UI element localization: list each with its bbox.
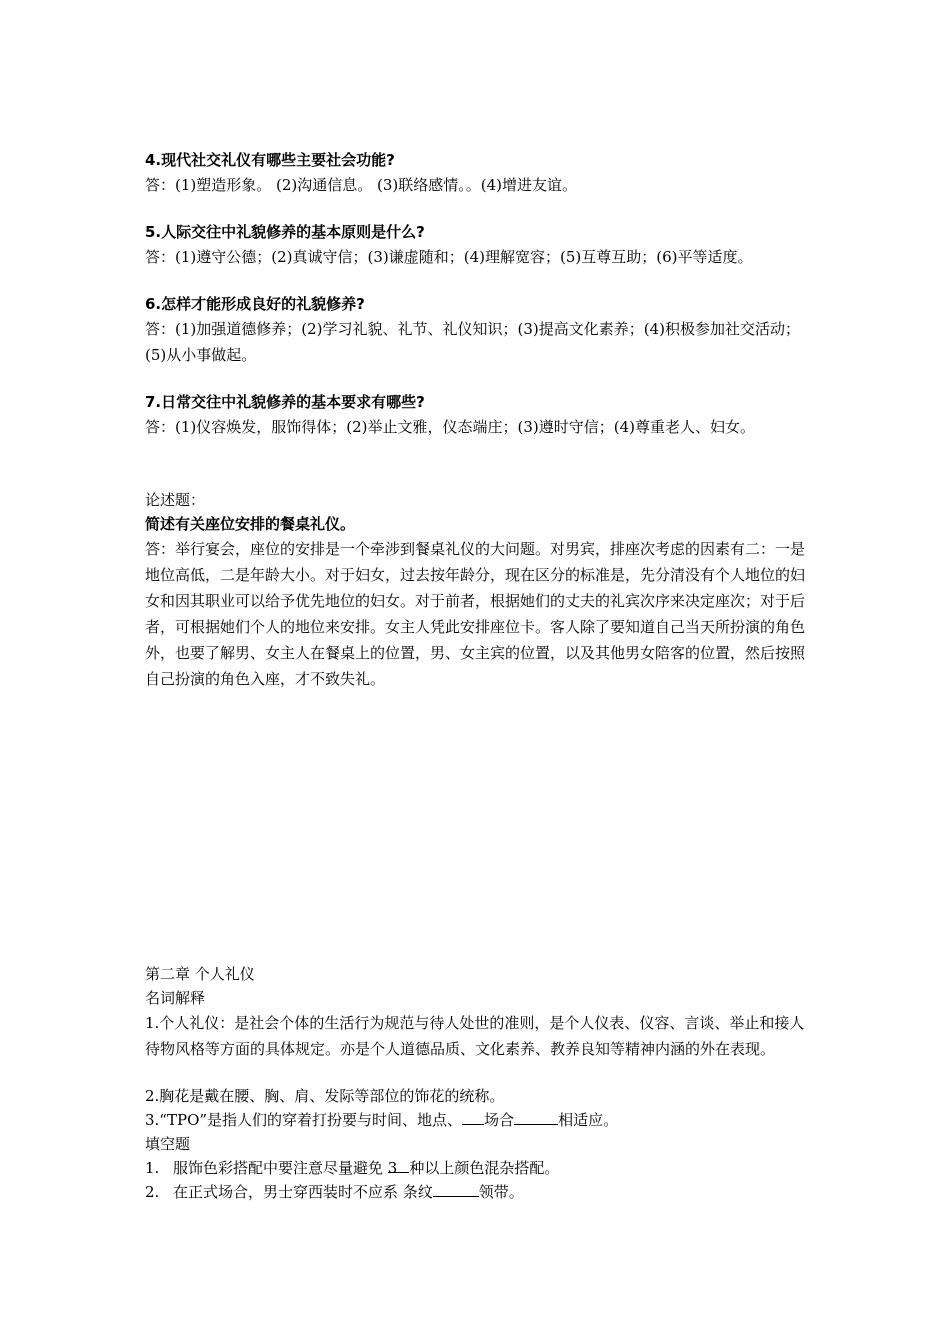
term-2: 2.胸花是戴在腰、胸、肩、发际等部位的饰花的统称。 [145, 1087, 505, 1105]
term-1: 1.个人礼仪：是社会个体的生活行为规范与待人处世的准则，是个人仪表、仪容、言谈、举止和接人待物风格等方面的具体规定。亦是个人道德品质、文化素养、教养良知等精神内涵的外在表现。 [145, 1014, 805, 1058]
term-3-prefix: 3.“TPO”是指人们的穿着打扮要与时间、地点、 [145, 1111, 463, 1129]
fill-item-2 [145, 1180, 825, 1204]
question-7: 7.日常交往中礼貌修养的基本要求有哪些? [145, 393, 425, 411]
essay-section-label: 论述题： [145, 491, 206, 509]
fill-1-suffix: 种以上颜色混杂搭配。 [409, 1159, 560, 1177]
question-5: 5.人际交往中礼貌修养的基本原则是什么? [145, 223, 425, 241]
fill-1-prefix: 服饰色彩搭配中要注意尽量避免 [173, 1159, 388, 1177]
essay-question: 简述有关座位安排的餐桌礼仪。 [145, 515, 356, 533]
term-3-suffix: 相适应。 [558, 1111, 619, 1129]
term-section-label: 名词解释 [145, 989, 206, 1007]
term-3-mid: 场合 [484, 1111, 515, 1129]
fill-2-number: 2. [145, 1183, 160, 1201]
term-3-blank-b [514, 1108, 558, 1125]
fill-1-number: 1. [145, 1159, 160, 1177]
fill-2-blank [433, 1180, 479, 1197]
fill-section-label: 填空题 [145, 1135, 191, 1153]
fill-2-suffix: 领带。 [478, 1183, 524, 1201]
answer-5: 答：(1)遵守公德；(2)真诚守信；(3)谦虚随和；(4)理解宽容；(5)互尊互助；(6)平等适度。 [145, 248, 753, 266]
answer-7: 答：(1)仪容焕发，服饰得体；(2)举止文雅，仪态端庄；(3)遵时守信；(4)尊重老人、妇女。 [145, 418, 755, 436]
fill-item-1 [145, 1156, 825, 1180]
question-6: 6.怎样才能形成良好的礼貌修养? [145, 295, 365, 313]
term-3 [145, 1108, 825, 1132]
fill-2-prefix: 在正式场合，男士穿西装时不应系 [173, 1183, 403, 1201]
fill-2-blank-text: 条纹 [402, 1183, 433, 1201]
question-4: 4.现代社交礼仪有哪些主要社会功能? [145, 151, 395, 169]
answer-6: 答：(1)加强道德修养；(2)学习礼貌、礼节、礼仪知识；(3)提高文化素养；(4)积极参加社交活动；(5)从小事做起。 [145, 320, 800, 364]
chapter-title: 第二章 个人礼仪 [145, 965, 255, 983]
essay-answer: 答：举行宴会，座位的安排是一个牵涉到餐桌礼仪的大问题。对男宾，排座次考虑的因素有二：一是地位高低，二是年龄大小。对于妇女，过去按年龄分，现在区分的标准是，先分清没有个人地位的妇女和因其职业可以给予优先地位的妇女。对于前者，根据她们的丈夫的礼宾次序来决定座次；对于后者，可根据她们个人的地位来安排。女主人凭此安排座位卡。客人除了要知道自己当天所扮演的角色外，也要了解男、女主人在餐桌上的位置，男、女主宾的位置，以及其他男女陪客的位置，然后按照自己扮演的角色入座，才不致失礼。 [145, 540, 806, 688]
answer-4: 答：(1)塑造形象。 (2)沟通信息。 (3)联络感情。。(4)增进友谊。 [145, 176, 578, 194]
term-3-blank-a [462, 1108, 484, 1125]
fill-1-blank: 3 [388, 1156, 410, 1173]
